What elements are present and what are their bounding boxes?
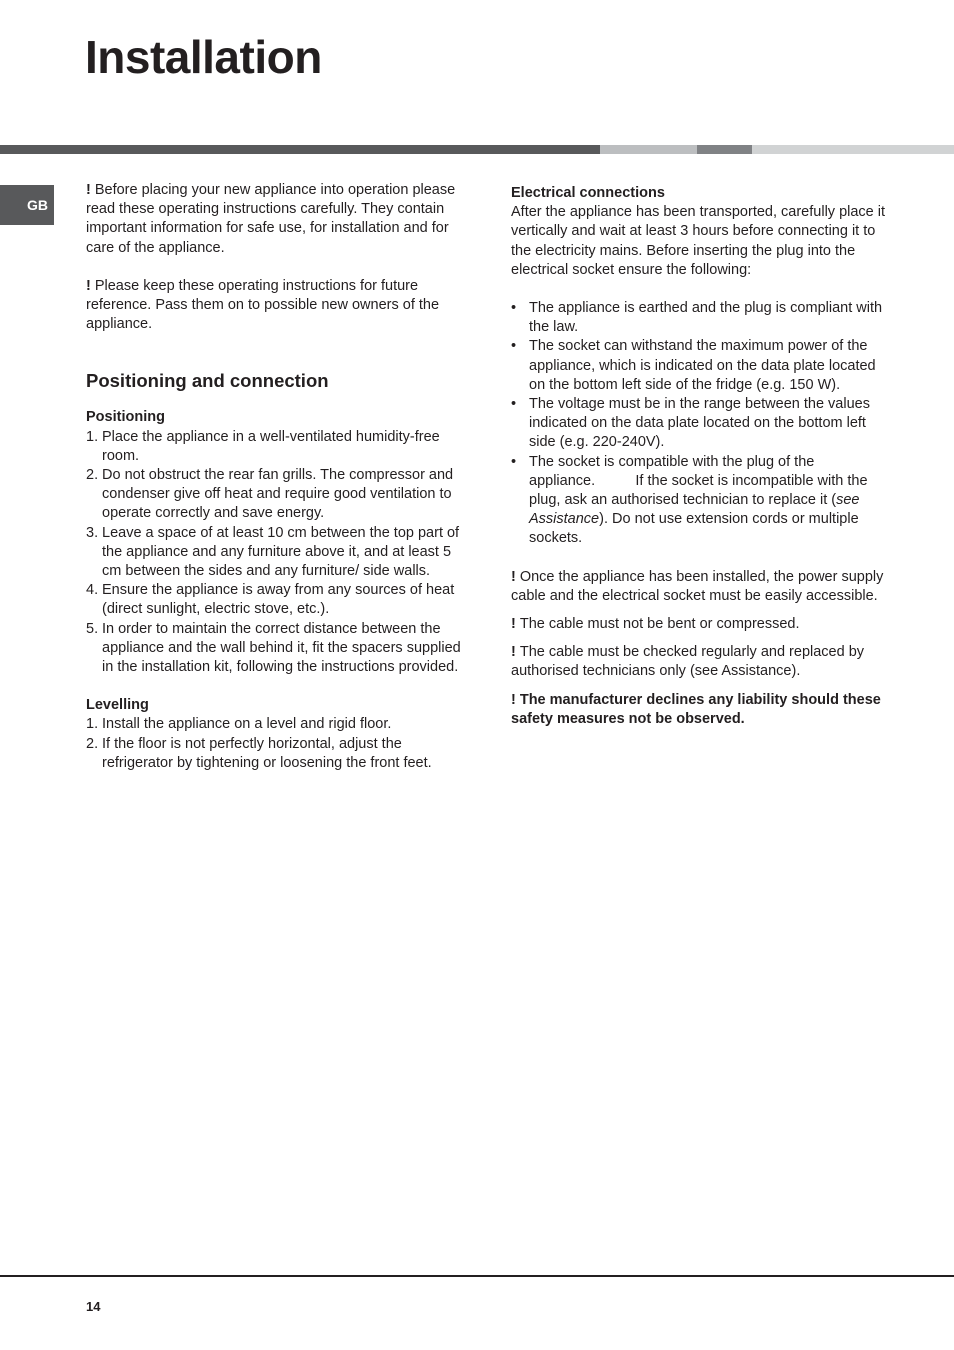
header-band-dark [0, 145, 600, 154]
header-band-light [600, 145, 697, 154]
intro-paragraph-1: ! Before placing your new appliance into operation please read these operating instructions carefully. They contain important information for safe use, for installation and for care of the appliance. [86, 182, 456, 256]
list-item: 5. In order to maintain the correct distance between the appliance and the wall behind it, fit the spacers supplied in the installation kit, following the instructions provided. [86, 620, 461, 676]
header-band-pale [752, 145, 954, 154]
note-cable-checked: ! The cable must be checked regularly and replaced by authorised technicians only (see Assistance). [511, 644, 865, 680]
positioning-heading: Positioning [86, 409, 165, 426]
assistance-reference: see Assistance [529, 492, 860, 528]
list-item: 3. Leave a space of at least 10 cm between the top part of the appliance and any furniture above it, and at least 5 cm between the sides and any furniture/ side walls. [86, 524, 460, 580]
page-number: 14 [86, 1299, 101, 1314]
warning-mark: ! [511, 691, 516, 708]
footer-rule [0, 1275, 954, 1277]
page-title: Installation [85, 31, 322, 83]
positioning-list [86, 428, 466, 678]
list-item: 2. If the floor is not perfectly horizontal, adjust the refrigerator by tightening or loosening the front feet. [86, 735, 432, 771]
list-item: • The socket can withstand the maximum power of the appliance, which is indicated on the data plate located on the bottom left side of the fridge (e.g. 150 W). [511, 337, 893, 395]
left-column [86, 181, 466, 773]
right-column [511, 184, 893, 729]
list-item: 1. Install the appliance on a level and rigid floor. [86, 716, 392, 733]
electrical-intro: After the appliance has been transported, carefully place it vertically and wait at least 3 hours before connecting it to the electricity mains. Before inserting the plug into the electrical socket ensure the following: [511, 204, 886, 278]
intro-paragraph-2: ! Please keep these operating instructions for future reference. Pass them on to possible new owners of the appliance. [86, 277, 440, 333]
warning-mark: ! [511, 644, 516, 661]
levelling-heading: Levelling [86, 697, 149, 714]
levelling-list [86, 715, 466, 773]
list-item: 1. Place the appliance in a well-ventilated humidity-free room. [86, 428, 440, 464]
note-cable-bent: ! The cable must not be bent or compressed. [511, 616, 800, 633]
list-item: 2. Do not obstruct the rear fan grills. The compressor and condenser give off heat and require good ventilation to operate correctly and save energy. [86, 467, 454, 522]
language-tab: GB [0, 185, 54, 225]
electrical-checklist [511, 299, 893, 549]
header-band-mid [697, 145, 752, 154]
warning-mark: ! [511, 616, 516, 633]
list-item: • The appliance is earthed and the plug is compliant with the law. [511, 299, 893, 337]
note-accessible: ! Once the appliance has been installed, the power supply cable and the electrical socket must be easily accessible. [511, 568, 884, 604]
list-item: • The voltage must be in the range between the values indicated on the data plate located on the bottom left side (e.g. 220-240V). [511, 395, 893, 453]
liability-warning: ! The manufacturer declines any liability should these safety measures not be observed. [511, 691, 881, 727]
list-item: • The socket is compatible with the plug of the appliance. If the socket is incompatible with the plug, ask an authorised technician to replace it (see Assistance). Do not use extension cords or multiple sockets. [511, 453, 893, 549]
section-heading: Positioning and connection [86, 370, 329, 392]
warning-mark: ! [511, 568, 516, 585]
warning-mark: ! [86, 182, 91, 198]
list-item: 4. Ensure the appliance is away from any sources of heat (direct sunlight, electric stove, etc.). [86, 582, 455, 618]
warning-mark: ! [86, 277, 91, 294]
electrical-heading: Electrical connections [511, 185, 665, 201]
